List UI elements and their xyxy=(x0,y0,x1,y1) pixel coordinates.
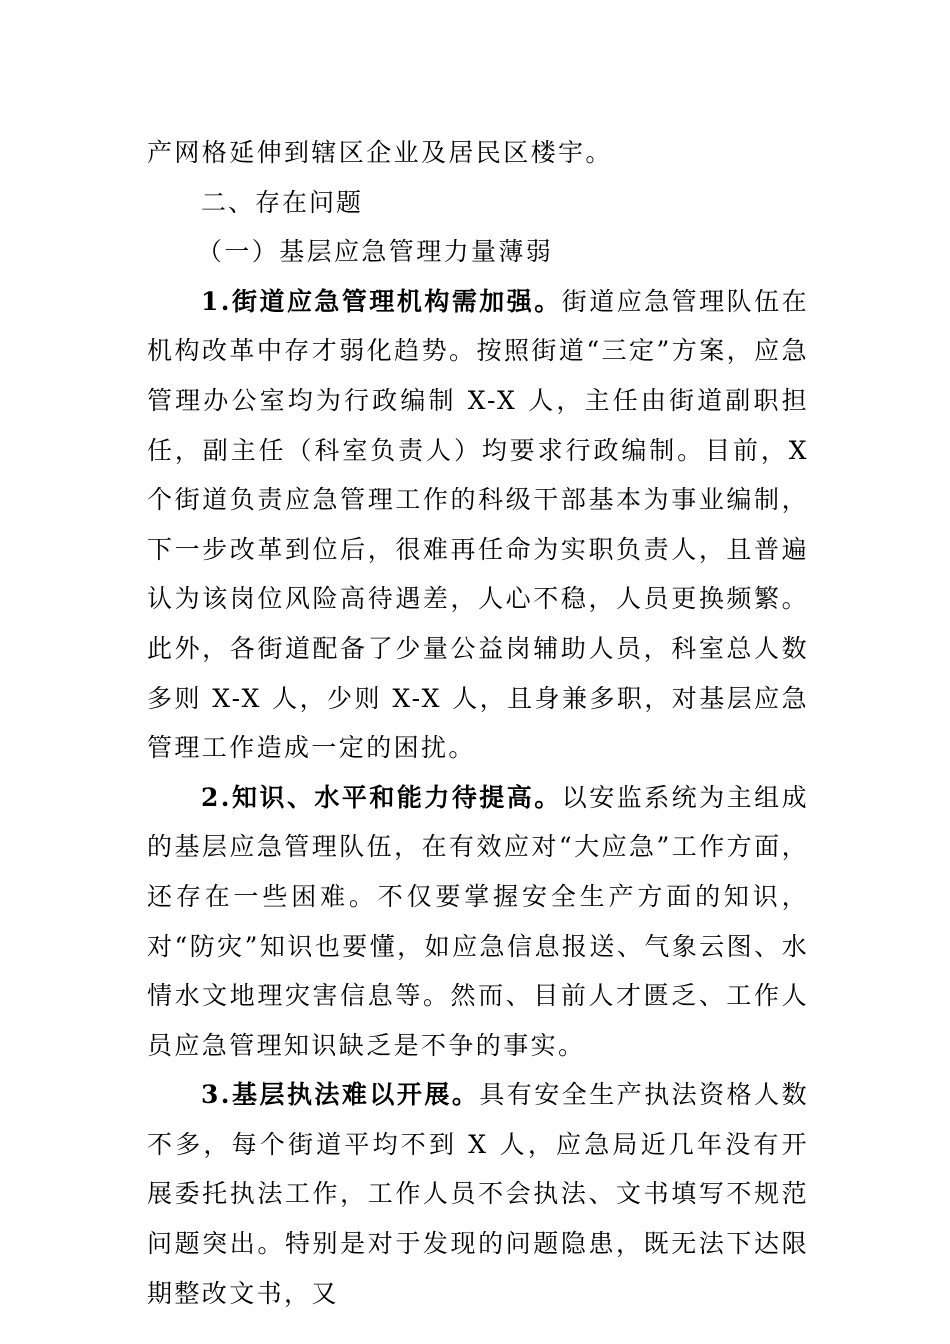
item-3-lead: 3.基层执法难以开展。 xyxy=(201,1080,480,1110)
item-2-lead: 2.知识、水平和能力待提高。 xyxy=(201,782,562,812)
paragraph-item-1 xyxy=(147,277,809,773)
subsection-heading: （一）基层应急管理力量薄弱 xyxy=(197,237,554,267)
section-heading: 二、存在问题 xyxy=(201,187,364,217)
paragraph-item-3 xyxy=(147,1070,809,1318)
item-3-body: 具有安全生产执法资格人数不多，每个街道平均不到 X 人，应急局近几年没有开展委托执法工作，工作人员不会执法、文书填写不规范问题突出。特别是对于发现的问题隐患，既无法下达限期整改文书，又 xyxy=(147,1080,809,1308)
item-1-body: 街道应急管理队伍在机构改革中存才弱化趋势。按照街道“三定”方案，应急管理办公室均为行政编制 X-X 人，主任由街道副职担任，副主任（科室负责人）均要求行政编制。目前，X 个街道负责应急管理工作的科级干部基本为事业编制，下一步改革到位后，很难再任命为实职负责人，且普遍认为该岗位风险高待遇差，人心不稳，人员更换频繁。此外，各街道配备了少量公益岗辅助人员，科室总人数多则 X-X 人，少则 X-X 人，且身兼多职，对基层应急管理工作造成一定的困扰。 xyxy=(147,286,809,763)
item-1-lead: 1.街道应急管理机构需加强。 xyxy=(201,286,562,316)
paragraph-continuation: 产网格延伸到辖区企业及居民区楼宇。 xyxy=(147,138,613,167)
item-2-body: 以安监系统为主组成的基层应急管理队伍，在有效应对“大应急”工作方面，还存在一些困难。不仅要掌握安全生产方面的知识，对“防灾”知识也要懂，如应急信息报送、气象云图、水情水文地理灾害信息等。然而、目前人才匮乏、工作人员应急管理知识缺乏是不争的事实。 xyxy=(147,782,809,1060)
document-body xyxy=(147,128,809,1318)
paragraph-item-2 xyxy=(147,773,809,1071)
